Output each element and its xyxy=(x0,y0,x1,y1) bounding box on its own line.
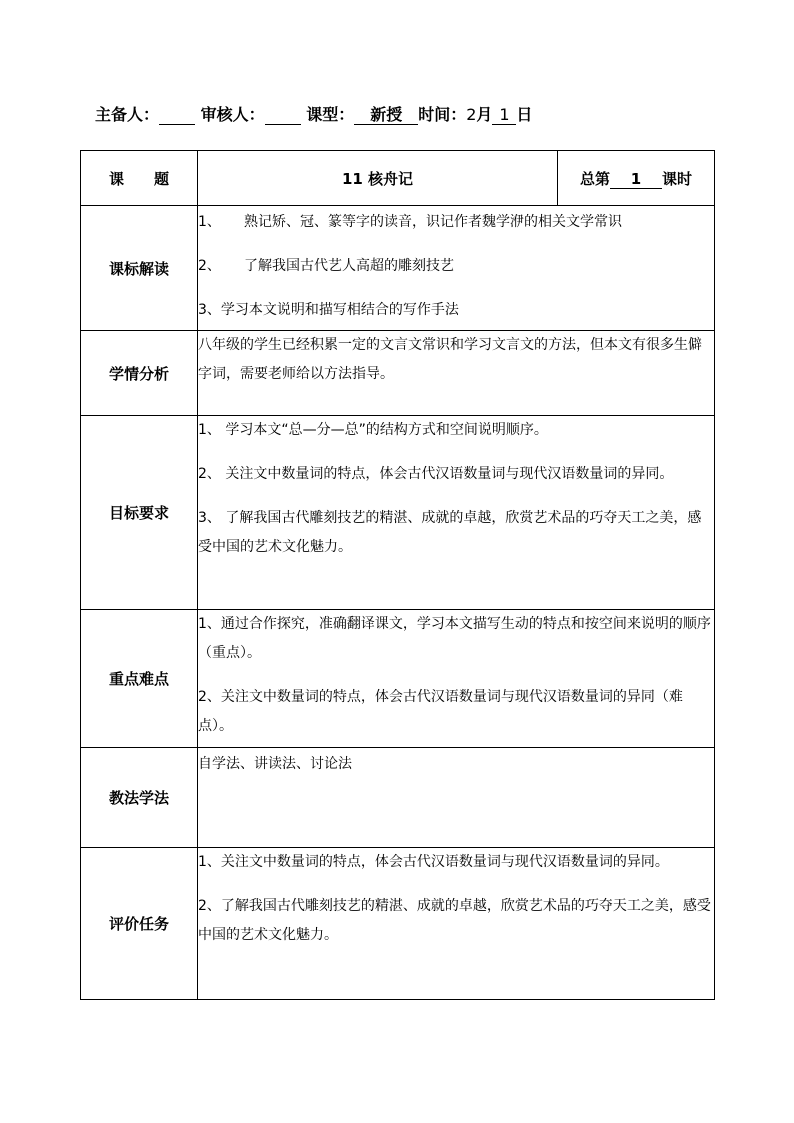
row-content xyxy=(198,206,715,331)
lesson-plan-table xyxy=(80,150,715,1000)
row-label: 学情分析 xyxy=(81,331,198,416)
total-prefix: 总第 xyxy=(579,169,610,188)
time-label: 时间： xyxy=(418,105,467,124)
preparer-blank xyxy=(159,106,195,125)
reviewer-blank xyxy=(265,106,301,125)
reviewer-label: 审核人： xyxy=(200,105,265,124)
list-item: 3、 了解我国古代雕刻技艺的精湛、成就的卓越，欣赏艺术品的巧夺天工之美，感受中国的艺术文化魅力。 xyxy=(198,510,702,555)
month-label: 月 xyxy=(476,105,493,124)
row-student-analysis xyxy=(81,331,715,416)
topic-value: 11 核舟记 xyxy=(198,151,558,206)
day-label: 日 xyxy=(516,105,533,124)
item-text: 熟记矫、冠、篆等字的读音，识记作者魏学洢的相关文学常识 xyxy=(244,214,622,230)
list-item: 2、关注文中数量词的特点，体会古代汉语数量词与现代汉语数量词的异同（难点）。 xyxy=(198,689,683,734)
total-suffix: 课时 xyxy=(662,169,693,188)
item-text: 了解我国古代艺人高超的雕刻技艺 xyxy=(244,258,454,274)
item-text: 3、学习本文说明和描写相结合的写作手法 xyxy=(198,302,459,318)
topic-row xyxy=(81,151,715,206)
row-content xyxy=(198,848,715,1000)
preparer-label: 主备人： xyxy=(95,105,160,124)
row-assessment xyxy=(81,848,715,1000)
lesson-type-value: 新授 xyxy=(354,106,418,125)
row-curriculum-interpretation xyxy=(81,206,715,331)
list-item: 2、 关注文中数量词的特点，体会古代汉语数量词与现代汉语数量词的异同。 xyxy=(198,466,674,482)
day-value: 1 xyxy=(492,106,516,125)
row-label: 课标解读 xyxy=(81,206,198,331)
lesson-type-label: 课型： xyxy=(306,105,355,124)
total-number: 1 xyxy=(610,171,662,189)
list-item: 2、了解我国古代雕刻技艺的精湛、成就的卓越，欣赏艺术品的巧夺天工之美，感受中国的艺术文化魅力。 xyxy=(198,898,711,943)
list-item: 1、关注文中数量词的特点，体会古代汉语数量词与现代汉语数量词的异同。 xyxy=(198,854,669,870)
month-value: 2 xyxy=(466,105,477,124)
item-number: 2、 xyxy=(198,258,221,274)
list-item: 1、 学习本文“总—分—总”的结构方式和空间说明顺序。 xyxy=(198,422,548,438)
row-label: 教法学法 xyxy=(81,748,198,848)
list-item xyxy=(198,252,714,281)
list-item xyxy=(198,296,714,325)
row-content xyxy=(198,416,715,610)
total-lesson-count xyxy=(558,151,715,206)
row-content: 八年级的学生已经积累一定的文言文常识和学习文言文的方法，但本文有很多生僻字词，需要老师给以方法指导。 xyxy=(198,331,715,416)
row-methods xyxy=(81,748,715,848)
row-content xyxy=(198,610,715,748)
row-label: 目标要求 xyxy=(81,416,198,610)
row-objectives xyxy=(81,416,715,610)
header-line xyxy=(95,104,532,126)
topic-label: 课 题 xyxy=(81,151,198,206)
row-label: 评价任务 xyxy=(81,848,198,1000)
row-content: 自学法、讲读法、讨论法 xyxy=(198,748,715,848)
list-item xyxy=(198,208,714,237)
row-key-difficulties xyxy=(81,610,715,748)
row-label: 重点难点 xyxy=(81,610,198,748)
list-item: 1、通过合作探究，准确翻译课文，学习本文描写生动的特点和按空间来说明的顺序（重点）。 xyxy=(198,616,711,661)
item-number: 1、 xyxy=(198,214,221,230)
